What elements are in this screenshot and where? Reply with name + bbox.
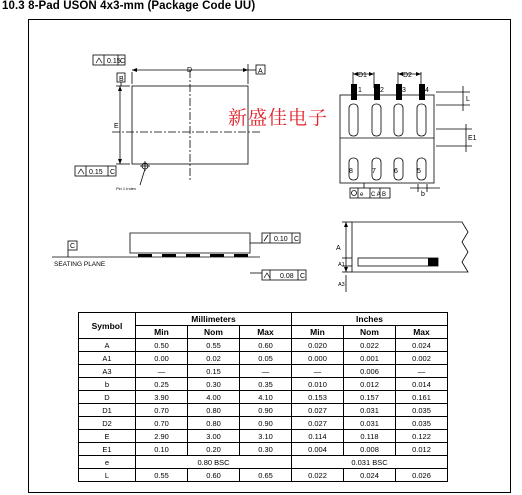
symbol-cell: A3 (79, 365, 136, 378)
value-cell: 0.020 (292, 339, 344, 352)
pin-label-8: 8 (349, 168, 353, 175)
table-row (79, 469, 448, 482)
value-cell: 0.002 (396, 352, 448, 365)
value-cell: 0.024 (396, 339, 448, 352)
symbol-cell: D (79, 391, 136, 404)
section-heading: 10.3 8-Pad USON 4x3-mm (Package Code UU) (2, 0, 256, 12)
table-row (79, 391, 448, 404)
table-row (79, 443, 448, 456)
table-row (79, 404, 448, 417)
lead (162, 254, 176, 257)
pin-label-2: 2 (380, 87, 384, 94)
pin-label-1: 1 (358, 87, 362, 94)
value-cell: 0.012 (396, 443, 448, 456)
value-cell: 3.90 (136, 391, 188, 404)
value-cell: 0.60 (240, 339, 292, 352)
value-cell: 0.65 (240, 469, 292, 482)
table-row (79, 456, 448, 469)
datum-b: B (119, 76, 124, 83)
pos-tol-ref: C A B (371, 192, 387, 198)
pin-label-4: 4 (425, 87, 429, 94)
symbol-cell: b (79, 378, 136, 391)
table-row (79, 365, 448, 378)
value-cell: 0.000 (292, 352, 344, 365)
dimension-table (78, 312, 448, 482)
col-header: Min (292, 326, 344, 339)
value-cell: 0.027 (292, 417, 344, 430)
value-cell: 0.035 (396, 404, 448, 417)
value-cell: 0.00 (136, 352, 188, 365)
value-cell: 0.10 (136, 443, 188, 456)
datum-a: A (258, 68, 263, 75)
value-cell: 0.122 (396, 430, 448, 443)
value-cell: 3.00 (188, 430, 240, 443)
value-cell: 3.10 (240, 430, 292, 443)
lead (138, 254, 152, 257)
lead (210, 254, 224, 257)
symbol-cell: A1 (79, 352, 136, 365)
symbol-cell: E (79, 430, 136, 443)
value-cell: 0.02 (188, 352, 240, 365)
flatness-ref: C (294, 236, 300, 243)
col-header: Min (136, 326, 188, 339)
coplanarity-ref: C (300, 273, 306, 280)
value-cell: 0.114 (292, 430, 344, 443)
symbol-cell: L (79, 469, 136, 482)
pin-label-3: 3 (402, 87, 406, 94)
value-cell: 0.001 (344, 352, 396, 365)
pad-1 (351, 84, 357, 100)
value-cell: 0.010 (292, 378, 344, 391)
dim-l: L (466, 96, 470, 103)
dim-e1: E1 (468, 135, 477, 142)
watermark: 新盛佳电子 (228, 107, 329, 129)
value-cell: — (136, 365, 188, 378)
table-row (79, 352, 448, 365)
pin1-label: Pin 1 Index (116, 186, 137, 191)
lead (186, 254, 200, 257)
value-cell: 4.10 (240, 391, 292, 404)
seating-plane: SEATING PLANE (54, 261, 106, 268)
table-header-row (79, 313, 448, 326)
table-row (79, 339, 448, 352)
value-cell: — (292, 365, 344, 378)
value-cell: 0.157 (344, 391, 396, 404)
tol-top-value: 0.15 (107, 58, 121, 65)
symbol-header: Symbol (79, 313, 136, 339)
pad-3-land (394, 104, 403, 136)
millimeters-header: Millimeters (136, 313, 292, 326)
pin-label-6: 6 (394, 168, 398, 175)
dim-d2: D2 (403, 72, 412, 79)
value-cell: 0.80 (188, 404, 240, 417)
value-cell: 2.90 (136, 430, 188, 443)
tol-bottom-value: 0.15 (89, 169, 103, 176)
value-cell: 0.05 (240, 352, 292, 365)
value-cell: 0.30 (188, 378, 240, 391)
value-cell: 0.024 (344, 469, 396, 482)
side-view (52, 233, 306, 280)
dim-a: A (336, 245, 341, 252)
value-cell: 0.15 (188, 365, 240, 378)
value-cell: 0.031 (344, 404, 396, 417)
value-cell: 0.25 (136, 378, 188, 391)
value-cell: 0.161 (396, 391, 448, 404)
tol-bottom-ref: C (110, 169, 116, 176)
value-cell: 0.70 (136, 417, 188, 430)
value-cell: 0.027 (292, 404, 344, 417)
section-view (342, 222, 468, 292)
dim-d1: D1 (358, 72, 367, 79)
symbol-cell: D2 (79, 417, 136, 430)
tol-top-ref: C (120, 58, 126, 65)
value-cell: 0.022 (344, 339, 396, 352)
value-cell: 0.50 (136, 339, 188, 352)
coplanarity-tol: 0.08 (280, 273, 294, 280)
lead (234, 254, 248, 257)
datum-c: C (70, 243, 76, 250)
value-cell: 0.035 (396, 417, 448, 430)
value-cell: 0.008 (344, 443, 396, 456)
value-cell: 0.90 (240, 404, 292, 417)
pad-2-land (372, 104, 381, 136)
flatness-tol: 0.10 (274, 236, 288, 243)
value-cell: 0.55 (136, 469, 188, 482)
value-cell: — (396, 365, 448, 378)
table-row (79, 430, 448, 443)
dim-b: b (421, 191, 425, 198)
value-cell: 0.014 (396, 378, 448, 391)
symbol-cell: e (79, 456, 136, 469)
value-cell: 0.012 (344, 378, 396, 391)
value-cell: 0.70 (136, 404, 188, 417)
value-span-cell: 0.031 BSC (292, 456, 448, 469)
dim-e: E (114, 123, 119, 130)
value-cell: 0.022 (292, 469, 344, 482)
col-header: Max (240, 326, 292, 339)
value-cell: 0.35 (240, 378, 292, 391)
table-row (79, 378, 448, 391)
inches-header: Inches (292, 313, 448, 326)
symbol-cell: A (79, 339, 136, 352)
value-cell: 4.00 (188, 391, 240, 404)
value-cell: 0.90 (240, 417, 292, 430)
value-cell: 0.004 (292, 443, 344, 456)
value-cell: 0.60 (188, 469, 240, 482)
value-cell: 0.118 (344, 430, 396, 443)
value-cell: 0.55 (188, 339, 240, 352)
value-cell: 0.006 (344, 365, 396, 378)
value-cell: — (240, 365, 292, 378)
pad-4-land (417, 104, 426, 136)
table-row (79, 417, 448, 430)
value-cell: 0.026 (396, 469, 448, 482)
value-cell: 0.20 (188, 443, 240, 456)
value-cell: 0.80 (188, 417, 240, 430)
symbol-cell: E1 (79, 443, 136, 456)
pin-label-7: 7 (372, 168, 376, 175)
pin-label-5: 5 (417, 168, 421, 175)
value-cell: 0.031 (344, 417, 396, 430)
dim-a1: A1 (338, 262, 345, 268)
symbol-cell: D1 (79, 404, 136, 417)
pad-1-land (349, 104, 358, 136)
value-span-cell: 0.80 BSC (136, 456, 292, 469)
col-header: Nom (344, 326, 396, 339)
pos-tol-value: e (360, 192, 364, 198)
dim-a3: A3 (338, 282, 345, 288)
col-header: Max (396, 326, 448, 339)
col-header: Nom (188, 326, 240, 339)
dim-d: D (187, 67, 193, 74)
value-cell: 0.30 (240, 443, 292, 456)
value-cell: 0.153 (292, 391, 344, 404)
